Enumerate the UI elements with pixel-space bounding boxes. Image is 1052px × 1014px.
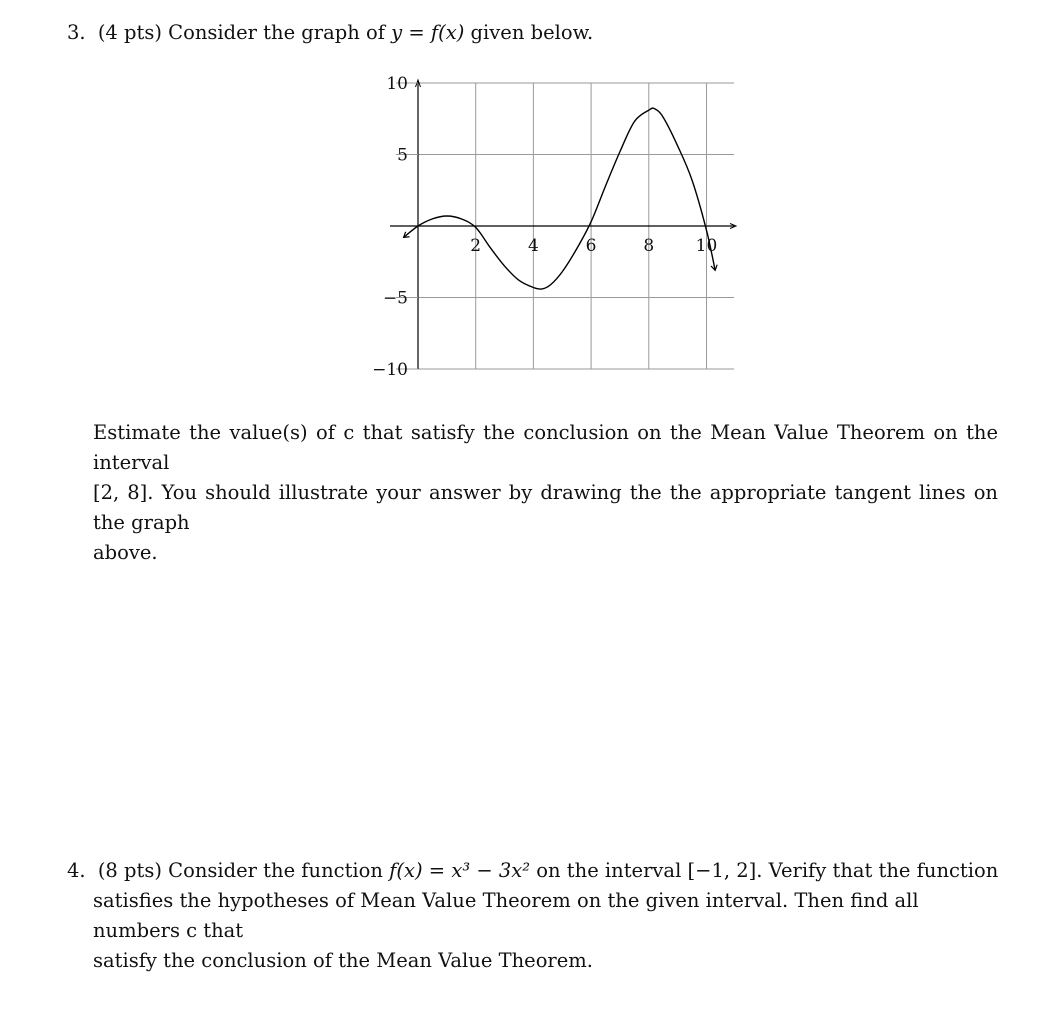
x-tick-label: 4 <box>527 236 539 256</box>
x-tick-label: 8 <box>643 236 655 256</box>
y-tick-label: −10 <box>372 360 408 380</box>
x-tick-label: 2 <box>470 236 482 256</box>
question-math: f(x) = x³ − 3x² <box>389 859 531 882</box>
y-tick-labels <box>372 74 408 380</box>
question-number: 3. <box>67 21 86 44</box>
question-prompt: Consider the function <box>168 859 383 882</box>
question-3-body <box>93 418 998 568</box>
x-tick-label: 10 <box>695 236 718 256</box>
question-math: y = f(x) <box>391 21 465 44</box>
question-4 <box>67 856 1007 976</box>
y-tick-label: 10 <box>386 74 408 94</box>
body-line: Estimate the value(s) of c that satisfy the conclusion on the Mean Value Theorem on the interval <box>93 421 998 474</box>
question-number: 4. <box>67 859 86 882</box>
question-prompt-end: on the interval [−1, 2]. Verify that the function <box>536 859 999 882</box>
x-tick-labels <box>470 236 717 256</box>
question-prompt-end: given below. <box>470 21 594 44</box>
question-points: (4 pts) <box>97 21 162 44</box>
function-curve <box>404 108 716 289</box>
question-line: satisfies the hypotheses of Mean Value Theorem on the given interval. Then find all numbers c that <box>93 889 919 942</box>
x-tick-label: 6 <box>585 236 597 256</box>
y-tick-label: 5 <box>397 145 408 166</box>
question-line: satisfy the conclusion of the Mean Value Theorem. <box>93 949 593 972</box>
curve-arrows <box>404 232 718 271</box>
function-graph <box>0 0 1052 400</box>
body-line: [2, 8]. You should illustrate your answer by drawing the the appropriate tangent lines on the graph <box>93 481 998 534</box>
axes <box>390 80 736 369</box>
body-line: above. <box>93 541 158 564</box>
question-points: (8 pts) <box>97 859 162 882</box>
y-tick-label: −5 <box>382 288 408 309</box>
question-prompt: Consider the graph of <box>168 21 385 44</box>
